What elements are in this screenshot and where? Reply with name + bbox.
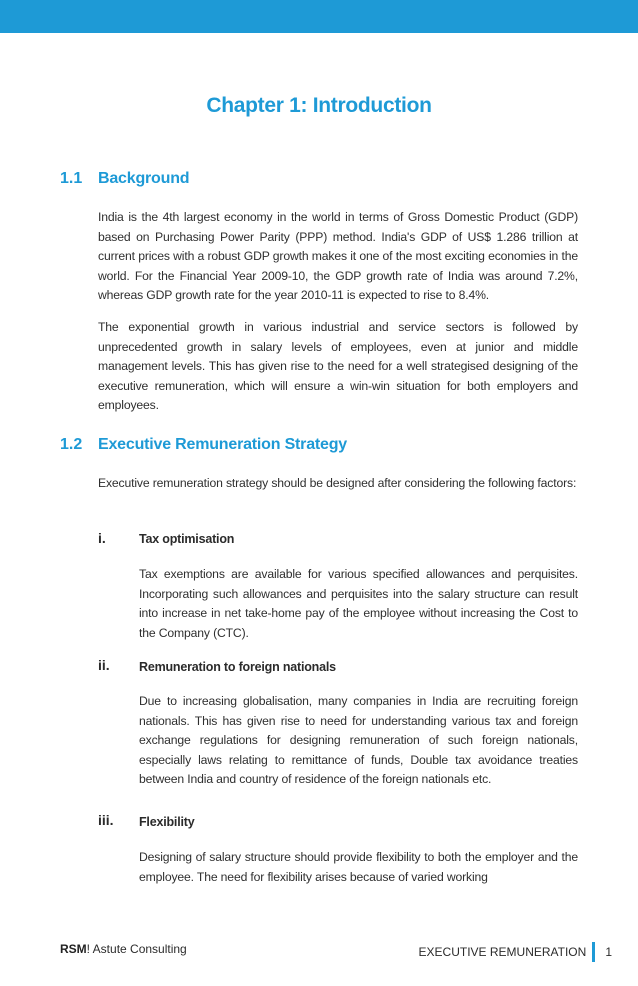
- chapter-title: Chapter 1: Introduction: [206, 94, 432, 117]
- brand-suffix: ! Astute Consulting: [86, 942, 187, 956]
- paragraph: Executive remuneration strategy should be designed after considering the following factors:: [98, 476, 577, 490]
- paragraph: India is the 4th largest economy in the world in terms of Gross Domestic Product (GDP) based on Purchasing Power Parity (PPP) method. India's GDP of US$ 1.286 trillion at current prices with a robust GDP growth makes it one of the most exciting economies in the world. For the Financial Year 2009-10, the GDP growth rate of India was around 7.2%, whereas GDP growth rate for the year 2010-11 is expected to rise to 8.4%.: [98, 210, 578, 302]
- section-title: Background: [98, 170, 190, 187]
- list-numeral: i.: [98, 530, 106, 546]
- section-number: 1.1: [60, 170, 83, 187]
- list-item-title: Flexibility: [139, 815, 195, 829]
- list-item-text: Designing of salary structure should provide flexibility to both the employer and the employee. The need for flexibility arises because of varied working: [139, 850, 578, 884]
- list-item-title: Remuneration to foreign nationals: [139, 660, 336, 674]
- list-item-text: Tax exemptions are available for various specified allowances and perquisites. Incorporating such allowances and perquisites into the salary structure can result into increase in net take-home pay of the employee without increasing the Cost to the Company (CTC).: [139, 567, 578, 640]
- footer-doc-title: EXECUTIVE REMUNERATION: [418, 945, 587, 959]
- brand-logo-text: RSM: [60, 942, 87, 956]
- footer-brand: [60, 942, 187, 956]
- paragraph: The exponential growth in various industrial and service sectors is followed by unprecedented growth in salary levels of employees, even at junior and middle management levels. This has given rise to the need for a well strategised designing of the executive remuneration, which will ensure a win-win situation for both employers and employees.: [98, 320, 578, 412]
- section-title: Executive Remuneration Strategy: [98, 436, 347, 453]
- list-item-title: Tax optimisation: [139, 532, 235, 546]
- footer-divider: [592, 942, 595, 962]
- page-number: 1: [605, 945, 612, 959]
- header-bar: [0, 0, 638, 33]
- list-numeral: ii.: [98, 657, 110, 673]
- section-number: 1.2: [60, 436, 83, 453]
- footer-page-info: [419, 942, 612, 962]
- list-numeral: iii.: [98, 812, 114, 828]
- list-item-text: Due to increasing globalisation, many companies in India are recruiting foreign nationals. This has given rise to need for understanding various tax and foreign exchange regulations for designing remuneration of such foreign nationals, especially laws relating to remittance of funds, Double tax avoidance treaties between India and country of residence of the foreign nationals etc.: [139, 694, 578, 786]
